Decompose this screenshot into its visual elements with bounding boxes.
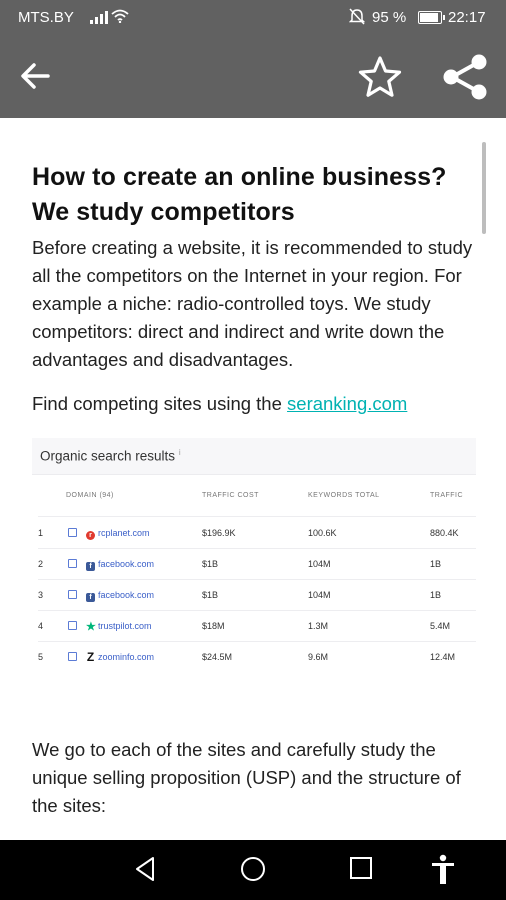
row-number: 4 [38, 621, 44, 631]
serp-title: Organic search results [40, 448, 176, 464]
accessibility-icon[interactable] [430, 854, 456, 886]
row-divider [38, 516, 476, 517]
article-paragraph-3: We go to each of the sites and carefully study the unique selling proposition (USP) and the structure of the sites: [32, 739, 461, 816]
domain-link[interactable]: f facebook.com [86, 590, 154, 602]
article-paragraph-2 [32, 390, 478, 418]
nav-back-triangle-icon[interactable] [134, 856, 156, 882]
keywords-total: 1.3M [308, 621, 329, 631]
keywords-total: 104M [308, 590, 331, 600]
external-link-icon[interactable] [68, 621, 77, 632]
traffic-cost: $18M [202, 621, 225, 631]
traffic: 12.4M [430, 652, 456, 662]
row-divider [38, 579, 476, 580]
row-number: 3 [38, 590, 44, 600]
row-number: 2 [38, 559, 44, 569]
facebook-favicon: f [86, 593, 95, 602]
keywords-total: 104M [308, 559, 331, 569]
row-number: 1 [38, 528, 44, 538]
app-toolbar [0, 34, 506, 118]
seranking-link[interactable]: seranking.com [287, 393, 408, 414]
keywords-total: 9.6M [308, 652, 329, 662]
domain-link[interactable]: ★ trustpilot.com [86, 621, 152, 633]
signal-icon [90, 10, 108, 24]
traffic-cost: $1B [202, 590, 219, 600]
article-title: How to create an online business? We study competitors [32, 163, 447, 226]
traffic: 5.4M [430, 621, 451, 631]
status-bar [0, 0, 506, 34]
serp-header: Organic search results $^i$ [32, 438, 476, 475]
domain-link[interactable]: r rcplanet.com [86, 528, 150, 540]
system-navigation-bar [0, 840, 506, 900]
nav-home-circle-icon[interactable] [240, 856, 266, 882]
wifi-icon [111, 9, 129, 23]
external-link-icon[interactable] [68, 559, 77, 570]
organic-search-results-image [32, 438, 476, 672]
share-icon[interactable] [440, 52, 490, 102]
traffic-cost: $196.9K [202, 528, 236, 538]
facebook-favicon: f [86, 562, 95, 571]
nav-recents-square-icon[interactable] [349, 856, 373, 880]
article-content [32, 118, 478, 418]
star-outline-icon[interactable] [356, 54, 404, 100]
column-header-traffic-cost: TRAFFIC COST [202, 492, 259, 499]
traffic: 1B [430, 559, 442, 569]
row-divider [38, 641, 476, 642]
battery-icon [418, 11, 442, 24]
back-arrow-icon[interactable] [16, 56, 56, 96]
external-link-icon[interactable] [68, 590, 77, 601]
row-number: 5 [38, 652, 44, 662]
scrollbar-thumb[interactable] [482, 142, 486, 234]
domain-link[interactable]: Z zoominfo.com [86, 650, 155, 664]
carrier-name: MTS.BY [18, 9, 74, 26]
row-divider [38, 610, 476, 611]
row-divider [38, 548, 476, 549]
rcplanet-favicon: r [86, 531, 95, 540]
traffic: 880.4K [430, 528, 459, 538]
external-link-icon[interactable] [68, 528, 77, 539]
external-link-icon[interactable] [68, 652, 77, 663]
article-paragraph-1: Before creating a website, it is recommended to study all the competitors on the Internet in your region. For example a niche: radio-controlled toys. We study competitors: direct and indirect and write down the advantages and disadvantages. [32, 237, 473, 370]
column-header-keywords: KEYWORDS TOTAL [308, 492, 380, 499]
clock: 22:17 [448, 9, 486, 26]
zoominfo-z-icon: Z [86, 650, 95, 664]
column-header-domain: DOMAIN (94) [66, 492, 114, 499]
domain-link[interactable]: f facebook.com [86, 559, 154, 571]
traffic-cost: $1B [202, 559, 219, 569]
notifications-off-icon [349, 8, 365, 25]
trustpilot-star-icon: ★ [86, 621, 96, 633]
keywords-total: 100.6K [308, 528, 337, 538]
paragraph-2-text: Find competing sites using the [32, 393, 288, 414]
traffic-cost: $24.5M [202, 652, 233, 662]
battery-percent: 95 % [372, 9, 407, 26]
column-header-traffic: TRAFFIC [430, 492, 464, 499]
traffic: 1B [430, 590, 442, 600]
